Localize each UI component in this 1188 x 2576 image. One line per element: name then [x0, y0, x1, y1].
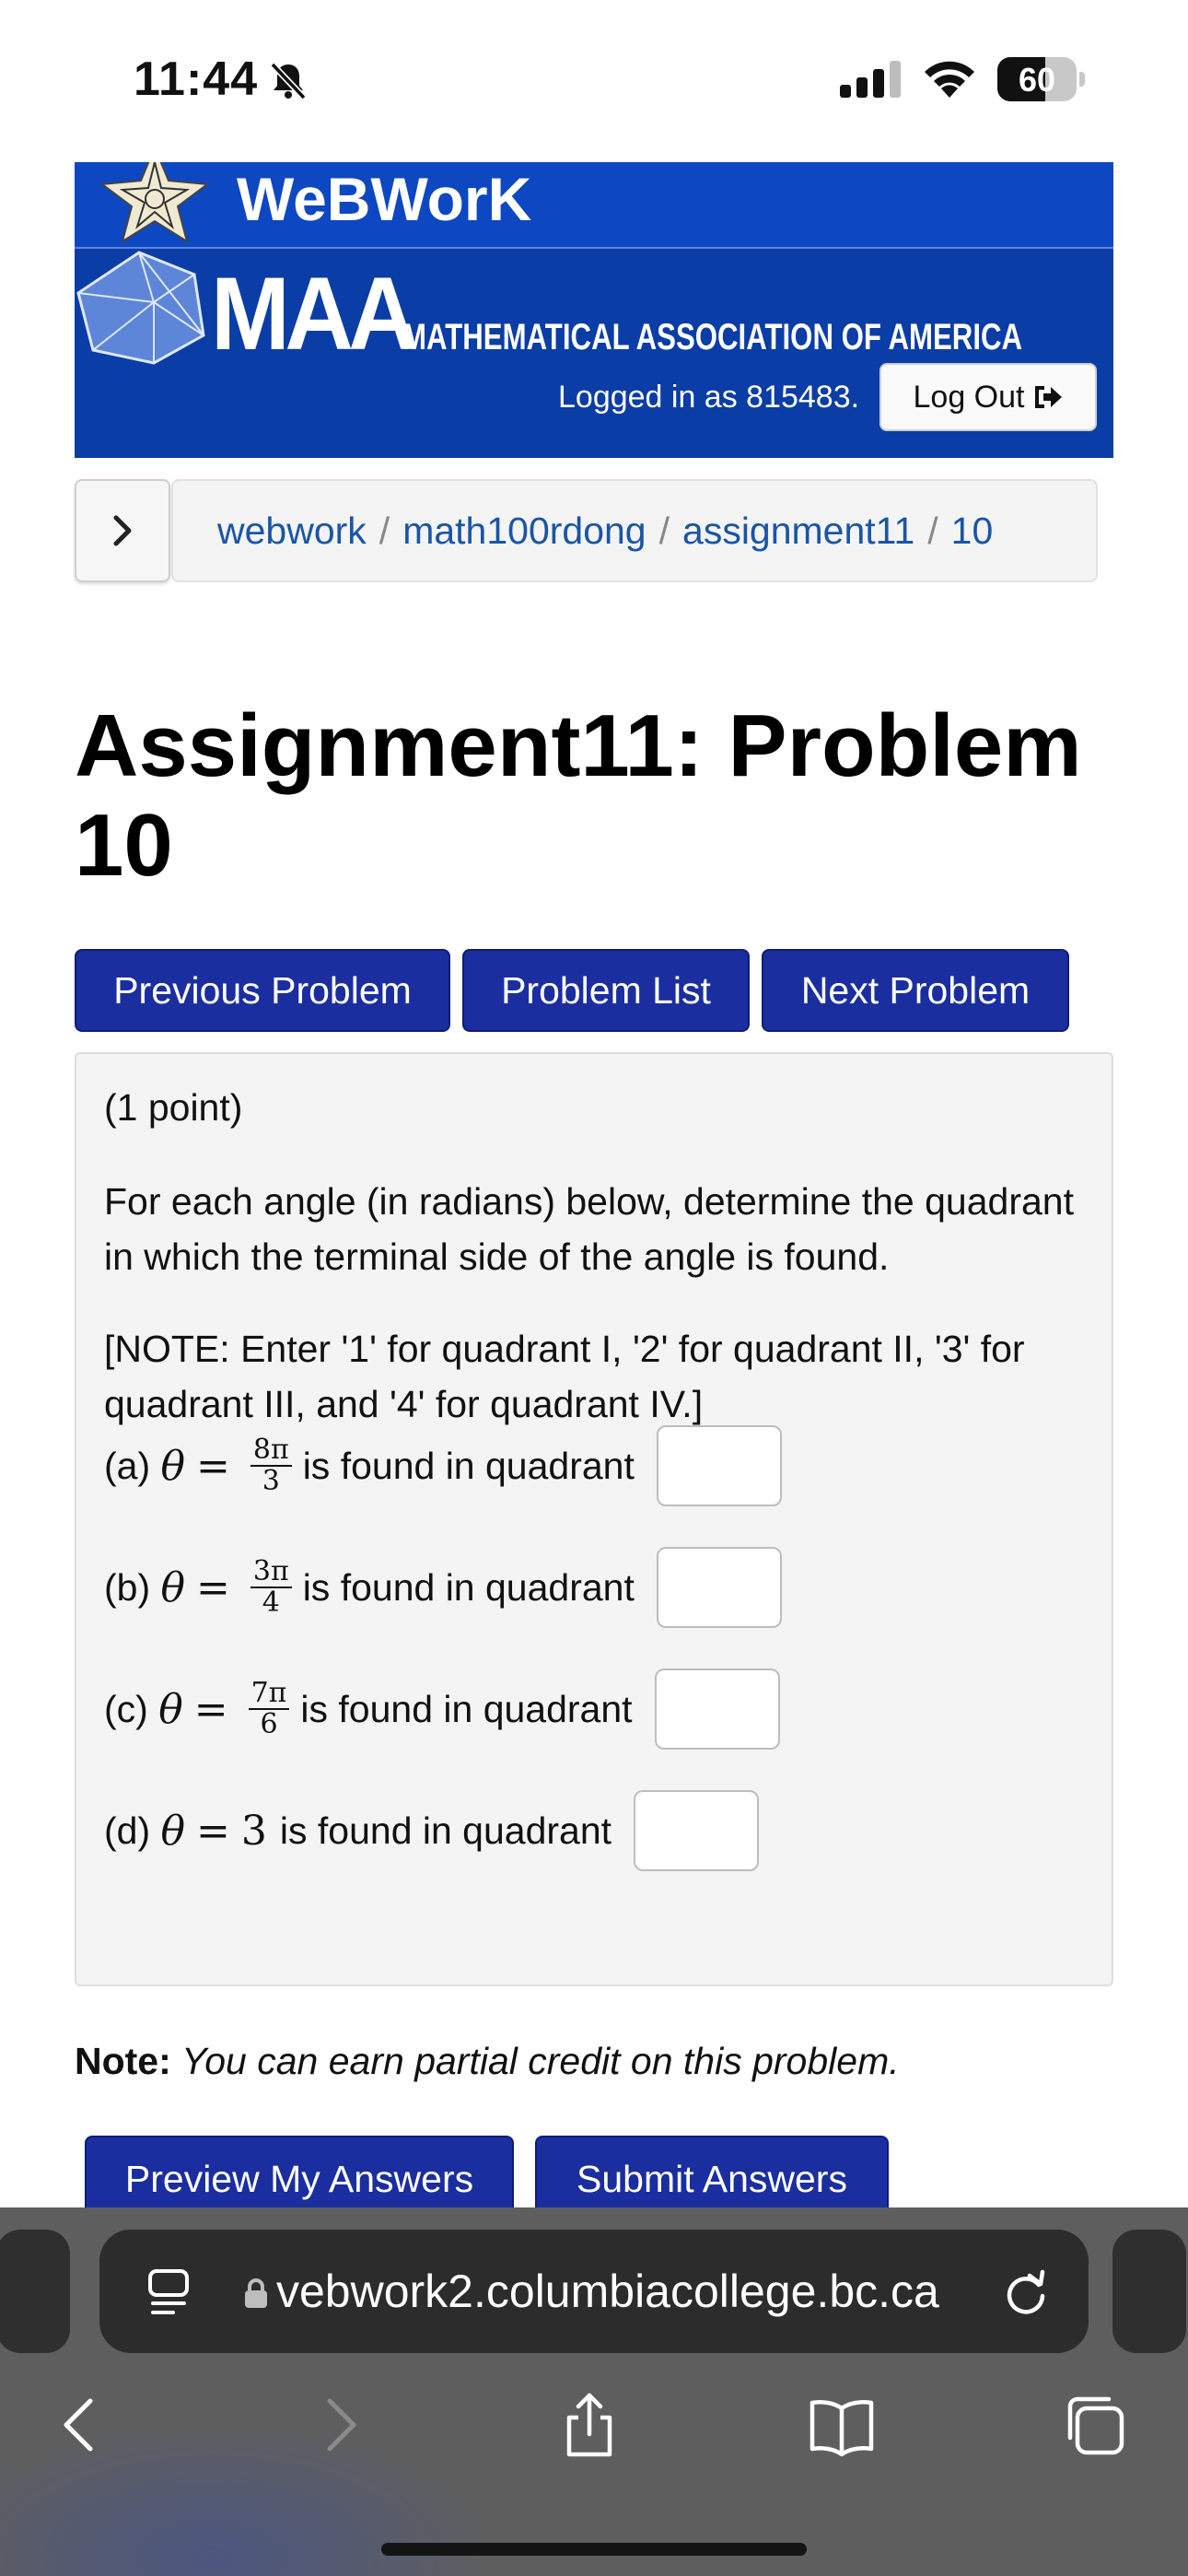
logout-button[interactable]	[879, 363, 1097, 431]
question-d	[104, 1789, 759, 1872]
site-header	[75, 162, 1113, 458]
question-c	[104, 1668, 780, 1751]
reload-icon[interactable]	[1002, 2268, 1050, 2318]
problem-instructions: For each angle (in radians) below, determine the quadrant in which the terminal side of the angle is found.	[104, 1180, 1074, 1278]
partial-credit-note	[75, 2040, 900, 2083]
problem-list-button[interactable]: Problem List	[462, 949, 750, 1032]
fraction-c	[249, 1679, 290, 1739]
answer-input-d[interactable]	[634, 1790, 759, 1871]
preview-answers-button[interactable]: Preview My Answers	[85, 2136, 514, 2219]
question-d-label: (d)	[104, 1809, 151, 1852]
answer-input-b[interactable]	[657, 1547, 782, 1628]
fraction-a-numerator: 8π	[250, 1435, 292, 1467]
fraction-c-numerator: 7π	[249, 1679, 290, 1710]
sign-out-icon	[1031, 383, 1063, 411]
question-a-label: (a)	[104, 1444, 151, 1487]
browser-toolbar	[0, 2207, 1188, 2576]
address-bar[interactable]	[99, 2230, 1089, 2353]
answer-input-a[interactable]	[657, 1425, 782, 1506]
breadcrumb	[171, 479, 1098, 582]
status-bar	[0, 0, 1188, 157]
question-b-text: is found in quadrant	[302, 1565, 635, 1609]
fraction-b-denominator: 4	[262, 1587, 280, 1619]
lock-icon	[243, 2277, 269, 2309]
app-title[interactable]: WeBWorK	[237, 165, 532, 233]
battery-icon	[997, 57, 1084, 101]
theta-symbol: θ	[160, 1807, 186, 1855]
theta-symbol: θ	[158, 1685, 183, 1733]
fraction-b-numerator: 3π	[250, 1557, 292, 1588]
next-tab-preview[interactable]	[1112, 2230, 1186, 2353]
cellular-signal-icon	[840, 61, 904, 98]
breadcrumb-separator: /	[927, 509, 938, 552]
problem-points: (1 point)	[104, 1086, 243, 1129]
equals-sign: =	[193, 1685, 228, 1733]
forward-icon[interactable]	[304, 2390, 374, 2460]
tabs-icon[interactable]	[1059, 2390, 1129, 2460]
battery-level: 60	[1018, 61, 1056, 99]
home-indicator	[381, 2543, 807, 2556]
maa-fullname: MATHEMATICAL ASSOCIATION OF AMERICA	[402, 317, 1023, 357]
share-icon[interactable]	[554, 2390, 624, 2460]
next-problem-button[interactable]: Next Problem	[762, 949, 1069, 1032]
equals-sign: =	[196, 1807, 230, 1855]
previous-tab-preview[interactable]	[0, 2230, 70, 2353]
equals-sign: =	[196, 1442, 230, 1490]
maa-abbrev: MAA	[211, 256, 413, 371]
breadcrumb-problem[interactable]: 10	[950, 509, 994, 552]
bell-slash-icon	[267, 59, 309, 101]
previous-problem-button[interactable]: Previous Problem	[75, 949, 450, 1032]
problem-note: [NOTE: Enter '1' for quadrant I, '2' for quadrant II, '3' for quadrant III, and '4' for quadrant IV.]	[104, 1328, 1025, 1425]
webwork-bar	[75, 162, 1113, 249]
question-c-text: is found in quadrant	[300, 1687, 633, 1730]
question-b	[104, 1546, 782, 1629]
fraction-a-denominator: 3	[262, 1465, 280, 1497]
theta-symbol: θ	[160, 1563, 186, 1611]
page-title: Assignment11: Problem 10	[75, 697, 1082, 895]
question-c-label: (c)	[104, 1687, 148, 1730]
breadcrumb-assignment[interactable]: assignment11	[682, 509, 915, 552]
fraction-a	[250, 1435, 292, 1496]
logout-label: Log Out	[913, 379, 1025, 415]
question-b-label: (b)	[104, 1565, 151, 1609]
url-text[interactable]: vebwork2.columbiacollege.bc.ca	[276, 2266, 939, 2317]
sidebar-toggle-button[interactable]	[75, 479, 170, 582]
bookmarks-icon[interactable]	[807, 2390, 877, 2460]
breadcrumb-webwork[interactable]: webwork	[217, 509, 367, 552]
breadcrumb-separator: /	[379, 509, 390, 552]
note-label: Note:	[75, 2040, 171, 2082]
wifi-icon	[921, 57, 978, 100]
maa-logo-icon	[75, 247, 222, 367]
equals-sign: =	[196, 1563, 230, 1611]
submit-answers-button[interactable]: Submit Answers	[535, 2136, 889, 2219]
logged-in-text: Logged in as 815483.	[558, 380, 860, 415]
webwork-logo-icon	[95, 162, 215, 245]
back-icon[interactable]	[46, 2390, 116, 2460]
breadcrumb-course[interactable]: math100rdong	[402, 509, 646, 552]
answer-input-c[interactable]	[655, 1669, 780, 1750]
question-a	[104, 1424, 782, 1507]
breadcrumb-separator: /	[658, 509, 670, 552]
page-menu-icon[interactable]	[147, 2268, 190, 2318]
angle-value-d: 3	[240, 1807, 267, 1855]
chevron-right-icon	[109, 512, 136, 549]
theta-symbol: θ	[160, 1442, 186, 1490]
fraction-c-denominator: 6	[260, 1708, 278, 1740]
status-time: 11:44	[134, 53, 259, 106]
problem-body	[75, 1052, 1113, 1986]
question-d-text: is found in quadrant	[279, 1809, 612, 1852]
question-a-text: is found in quadrant	[302, 1444, 635, 1487]
fraction-b	[250, 1557, 292, 1618]
note-text: You can earn partial credit on this problem.	[181, 2040, 900, 2082]
